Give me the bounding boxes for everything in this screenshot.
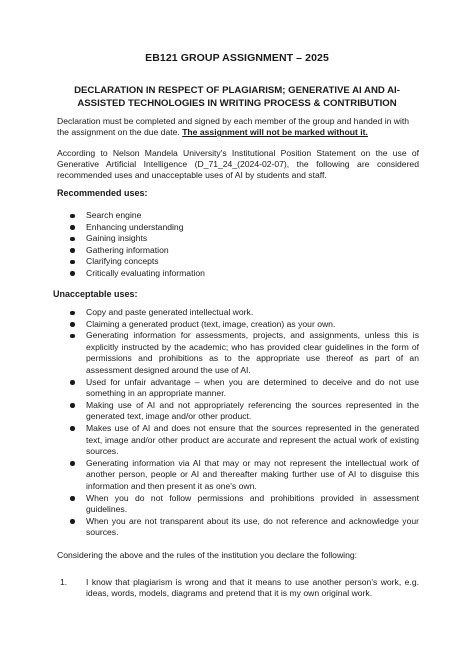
- bullet-icon: [70, 461, 75, 466]
- bullet-icon: [70, 311, 75, 316]
- list-item-text: When you are not transparent about its use, do not reference and acknowledge your sources.: [86, 515, 419, 538]
- list-item-text: Claiming a generated product (text, image, creation) as your own.: [86, 318, 336, 329]
- bullet-icon: [70, 260, 75, 265]
- list-item: [86, 458, 419, 493]
- list-item: [86, 233, 386, 245]
- considering-paragraph: Considering the above and the rules of the institution you declare the following:: [57, 550, 358, 560]
- list-item: [86, 400, 419, 423]
- list-item-text: Gathering information: [86, 244, 169, 255]
- bullet-icon: [70, 225, 75, 230]
- recommended-list: [86, 210, 386, 280]
- bullet-icon: [70, 322, 75, 327]
- list-item-text: Clarifying concepts: [86, 256, 159, 267]
- bullet-icon: [70, 237, 75, 242]
- bullet-icon: [70, 519, 75, 524]
- list-item: [86, 319, 419, 331]
- bullet-icon: [70, 403, 75, 408]
- intro-paragraph: [57, 116, 419, 138]
- list-item: [86, 516, 419, 539]
- recommended-heading: Recommended uses:: [57, 188, 148, 198]
- list-item-text: Gaining insights: [86, 233, 148, 244]
- intro-text: Declaration must be completed and signed by each member of the group and handed in with the assignment on the due date.: [57, 116, 410, 138]
- list-item: [86, 245, 386, 257]
- list-item: [86, 493, 419, 516]
- bullet-icon: [70, 426, 75, 431]
- list-item: [86, 222, 386, 234]
- list-item-text: Search engine: [86, 210, 142, 220]
- list-item-text: Copy and paste generated intellectual work.: [86, 307, 254, 317]
- list-item-text: Generating information via AI that may or may not represent the intellectual work of another person, people or AI and thereafter making further use of AI to disguise this information and then present it as one's own.: [86, 457, 419, 491]
- bullet-icon: [70, 248, 75, 253]
- bullet-icon: [70, 380, 75, 385]
- unacceptable-list: [86, 307, 419, 539]
- list-item-text: Making use of AI and not appropriately referencing the sources represented in the generated text, image and/or other product.: [86, 399, 419, 422]
- list-item-text: Used for unfair advantage – when you are determined to deceive and do not use something in an appropriate manner.: [86, 376, 419, 399]
- intro-emphasis: The assignment will not be marked without it.: [182, 127, 368, 138]
- bullet-icon: [70, 271, 75, 276]
- declaration-text: I know that plagiarism is wrong and that it means to use another person's work, e.g. ideas, words, models, diagrams and pretend that it is my own original work.: [86, 577, 419, 599]
- policy-paragraph: According to Nelson Mandela University's Institutional Position Statement on the use of Generative Artificial Intelligence (D_71_24_(2024-02-07), the following are considered recommended uses and unacceptable uses of AI by students and staff.: [57, 148, 419, 181]
- list-item: [86, 377, 419, 400]
- page-title: EB121 GROUP ASSIGNMENT – 2025: [145, 52, 329, 64]
- unacceptable-heading: Unacceptable uses:: [53, 289, 138, 299]
- list-item-text: Critically evaluating information: [86, 267, 205, 278]
- list-item: [86, 268, 386, 280]
- declaration-heading: DECLARATION IN RESPECT OF PLAGIARISM; GENERATIVE AI AND AI-ASSISTED TECHNOLOGIES IN WRITING PROCESS & CONTRIBUTION: [74, 85, 400, 109]
- declaration-number: 1.: [60, 577, 68, 587]
- list-item-text: Enhancing understanding: [86, 221, 184, 232]
- list-item-text: Makes use of AI and does not ensure that the sources represented in the generated text, image and/or other product are accurate and represent the actual work of existing sources.: [86, 422, 419, 457]
- list-item: [86, 256, 386, 268]
- bullet-icon: [70, 496, 75, 501]
- bullet-icon: [70, 214, 75, 219]
- list-item-text: Generating information for assessments, projects, and assignments, unless this is explicitly instructed by the academic; who has provided clear guidelines in the form of permissions and prohibitions as to the appropriate use thereof as part of an assessment designed around the use of AI.: [86, 330, 419, 375]
- list-item: [86, 210, 386, 222]
- bullet-icon: [70, 334, 75, 339]
- list-item: [86, 330, 419, 376]
- list-item: [86, 423, 419, 458]
- list-item: [86, 307, 419, 319]
- list-item-text: When you do not follow permissions and prohibitions provided in assessment guidelines.: [86, 492, 419, 515]
